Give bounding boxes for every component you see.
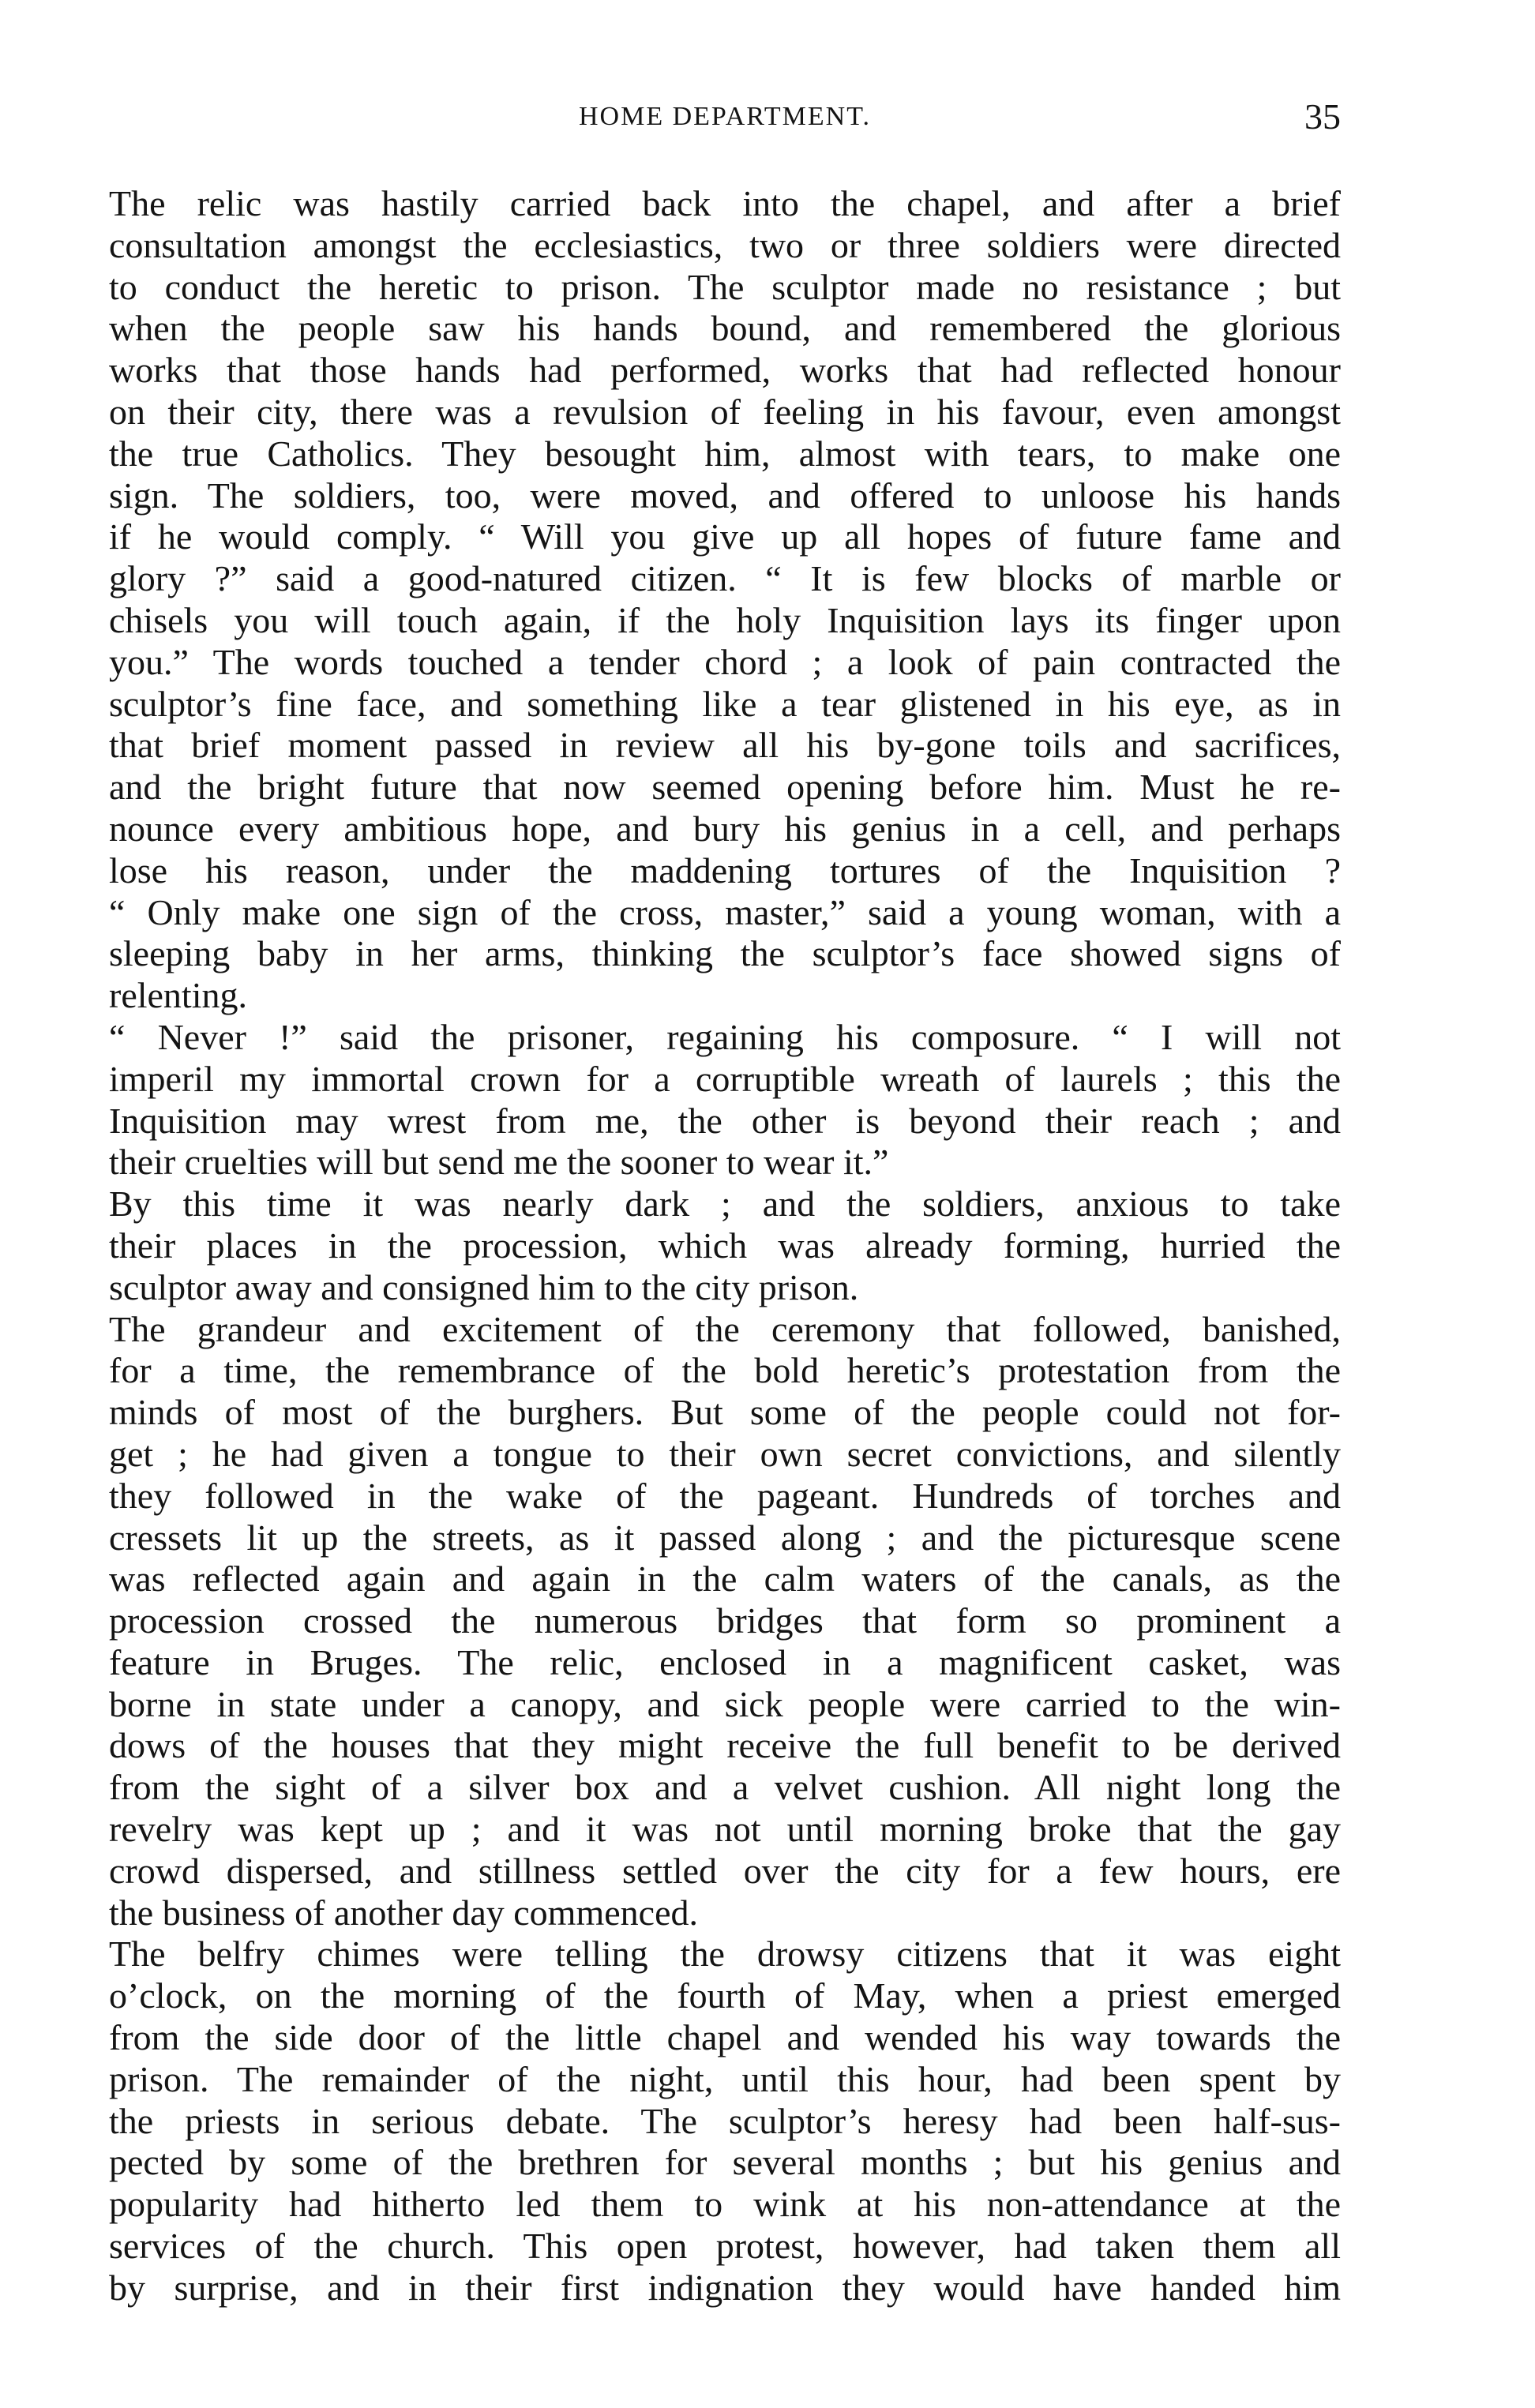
text-line: relenting. [109, 975, 247, 1016]
text-line: chisels you will touch again, if the holy Inquisition lays its finger upon [109, 599, 1341, 640]
paragraph [109, 1934, 1341, 2309]
text-line: “ Only make one sign of the cross, master,” said a young woman, with a [109, 891, 1341, 932]
text-line: sign. The soldiers, too, were moved, and offered to unloose his hands [109, 474, 1341, 516]
text-line: revelry was kept up ; and it was not until morning broke that the gay [109, 1809, 1341, 1850]
text-line: sculptor’s fine face, and something like a tear glistened in his eye, as in [109, 683, 1341, 724]
text-line: was reflected again and again in the calm waters of the canals, as the [109, 1558, 1341, 1600]
text-line: on their city, there was a revulsion of feeling in his favour, even amongst [109, 391, 1341, 432]
text-line: crowd dispersed, and stillness settled over the city for a few hours, ere [109, 1850, 1341, 1891]
text-line: the priests in serious debate. The sculptor’s heresy had been half-sus- [109, 2100, 1341, 2141]
text-line: consultation amongst the ecclesiastics, two or three soldiers were directed [109, 224, 1341, 265]
text-line: services of the church. This open protest, however, had taken them all [109, 2226, 1341, 2267]
page-header [109, 93, 1341, 141]
text-line: works that those hands had performed, works that had reflected honour [109, 350, 1341, 391]
text-line: popularity had hitherto led them to wink at his non-attendance at the [109, 2184, 1341, 2225]
paragraph [109, 183, 1341, 1017]
text-line: get ; he had given a tongue to their own secret convictions, and silently [109, 1433, 1341, 1474]
paragraph [109, 1309, 1341, 1934]
text-line: dows of the houses that they might receive the full benefit to be derived [109, 1725, 1341, 1766]
text-line: from the side door of the little chapel and wended his way towards the [109, 2017, 1341, 2058]
running-head: HOME DEPARTMENT. [579, 102, 871, 131]
text-line: prison. The remainder of the night, until this hour, had been spent by [109, 2058, 1341, 2099]
text-line: pected by some of the brethren for several months ; but his genius and [109, 2142, 1341, 2183]
text-line: the true Catholics. They besought him, almost with tears, to make one [109, 433, 1341, 474]
text-line: they followed in the wake of the pageant. Hundreds of torches and [109, 1475, 1341, 1516]
text-line: Inquisition may wrest from me, the other is beyond their reach ; and [109, 1100, 1341, 1141]
body-text [109, 183, 1341, 2309]
text-line: the business of another day commenced. [109, 1892, 698, 1933]
text-line: for a time, the remembrance of the bold heretic’s protestation from the [109, 1350, 1341, 1391]
text-line: The belfry chimes were telling the drowsy citizens that it was eight [109, 1934, 1341, 1975]
text-line: sleeping baby in her arms, thinking the sculptor’s face showed signs of [109, 933, 1341, 974]
text-line: procession crossed the numerous bridges that form so prominent a [109, 1600, 1341, 1641]
text-line: if he would comply. “ Will you give up all hopes of future fame and [109, 516, 1341, 557]
text-line: cressets lit up the streets, as it passed along ; and the picturesque scene [109, 1517, 1341, 1558]
text-line: o’clock, on the morning of the fourth of May, when a priest emerged [109, 1975, 1341, 2016]
text-line: by surprise, and in their first indignation they would have handed him [109, 2267, 1341, 2308]
text-line: that brief moment passed in review all his by-gone toils and sacrifices, [109, 725, 1341, 766]
text-line: borne in state under a canopy, and sick people were carried to the win- [109, 1683, 1341, 1724]
text-line: imperil my immortal crown for a corruptible wreath of laurels ; this the [109, 1058, 1341, 1099]
text-line: By this time it was nearly dark ; and the soldiers, anxious to take [109, 1183, 1341, 1225]
text-line: “ Never !” said the prisoner, regaining his composure. “ I will not [109, 1016, 1341, 1057]
text-line: The grandeur and excitement of the ceremony that followed, banished, [109, 1308, 1341, 1349]
paragraph [109, 1183, 1341, 1308]
page-number: 35 [1304, 96, 1341, 137]
text-line: feature in Bruges. The relic, enclosed in a magnificent casket, was [109, 1641, 1341, 1682]
text-line: minds of most of the burghers. But some of the people could not for- [109, 1392, 1341, 1433]
text-line: their places in the procession, which was already forming, hurried the [109, 1225, 1341, 1266]
text-line: lose his reason, under the maddening tortures of the Inquisition ? [109, 850, 1341, 891]
text-line: nounce every ambitious hope, and bury his genius in a cell, and perhaps [109, 808, 1341, 849]
text-line: to conduct the heretic to prison. The sculptor made no resistance ; but [109, 266, 1341, 307]
text-line: their cruelties will but send me the sooner to wear it.” [109, 1142, 889, 1183]
text-line: The relic was hastily carried back into the chapel, and after a brief [109, 183, 1341, 223]
text-line: and the bright future that now seemed opening before him. Must he re- [109, 767, 1341, 808]
text-line: glory ?” said a good-natured citizen. “ It is few blocks of marble or [109, 558, 1341, 599]
text-line: from the sight of a silver box and a velvet cushion. All night long the [109, 1767, 1341, 1808]
paragraph [109, 1017, 1341, 1183]
text-line: when the people saw his hands bound, and remembered the glorious [109, 308, 1341, 349]
text-line: you.” The words touched a tender chord ; a look of pain contracted the [109, 641, 1341, 682]
text-line: sculptor away and consigned him to the city prison. [109, 1266, 859, 1307]
